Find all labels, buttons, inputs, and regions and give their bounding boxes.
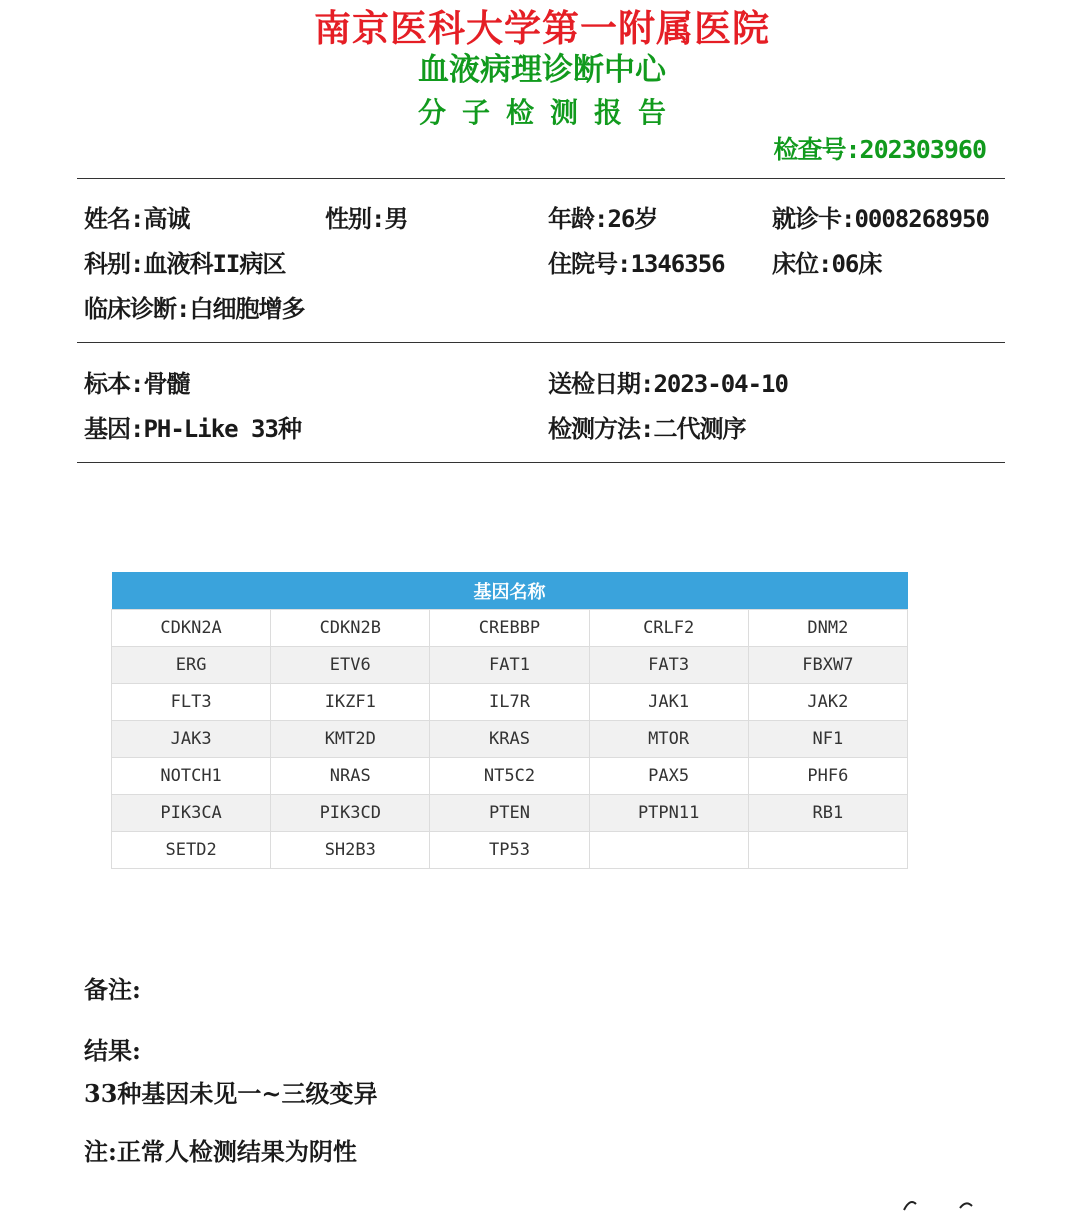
gene-cell: JAK2 bbox=[748, 684, 907, 721]
gene-cell: KRAS bbox=[430, 721, 589, 758]
patient-age: 年龄:26岁 bbox=[548, 205, 658, 233]
exam-number: 检查号:202303960 bbox=[773, 135, 986, 164]
gene-cell: TP53 bbox=[430, 832, 589, 869]
table-row bbox=[112, 721, 908, 758]
divider bbox=[77, 342, 1005, 343]
center-name: 血液病理诊断中心 bbox=[418, 52, 666, 88]
gene-cell: DNM2 bbox=[748, 610, 907, 647]
gene-cell: SETD2 bbox=[112, 832, 271, 869]
gene-table bbox=[111, 572, 908, 869]
gene-cell: ETV6 bbox=[271, 647, 430, 684]
send-date: 送检日期:2023-04-10 bbox=[548, 370, 788, 398]
gene-cell: PIK3CA bbox=[112, 795, 271, 832]
gene-cell: PTPN11 bbox=[589, 795, 748, 832]
gene-cell: PHF6 bbox=[748, 758, 907, 795]
result-text: 33种基因未见一~三级变异 bbox=[84, 1079, 378, 1108]
patient-gender: 性别:男 bbox=[325, 205, 408, 233]
signature-mark bbox=[900, 1192, 980, 1212]
gene-cell: FAT1 bbox=[430, 647, 589, 684]
gene-panel: 基因:PH-Like 33种 bbox=[84, 415, 301, 443]
table-row bbox=[112, 758, 908, 795]
gene-cell: NF1 bbox=[748, 721, 907, 758]
gene-cell: FBXW7 bbox=[748, 647, 907, 684]
footnote: 注:正常人检测结果为阴性 bbox=[84, 1137, 357, 1166]
gene-cell: PTEN bbox=[430, 795, 589, 832]
test-method: 检测方法:二代测序 bbox=[548, 415, 746, 443]
gene-cell: NT5C2 bbox=[430, 758, 589, 795]
gene-cell: PIK3CD bbox=[271, 795, 430, 832]
gene-cell: FLT3 bbox=[112, 684, 271, 721]
report-title: 分子检测报告 bbox=[417, 96, 682, 129]
patient-department: 科别:血液科II病区 bbox=[84, 250, 286, 278]
table-row bbox=[112, 647, 908, 684]
gene-cell bbox=[748, 832, 907, 869]
result-label: 结果: bbox=[84, 1036, 141, 1065]
gene-cell: IL7R bbox=[430, 684, 589, 721]
gene-cell bbox=[589, 832, 748, 869]
gene-cell: NRAS bbox=[271, 758, 430, 795]
gene-cell: JAK1 bbox=[589, 684, 748, 721]
table-row bbox=[112, 832, 908, 869]
table-row bbox=[112, 684, 908, 721]
bed-number: 床位:06床 bbox=[772, 250, 882, 278]
gene-cell: PAX5 bbox=[589, 758, 748, 795]
gene-cell: RB1 bbox=[748, 795, 907, 832]
specimen-type: 标本:骨髓 bbox=[84, 370, 190, 398]
remark-label: 备注: bbox=[84, 975, 141, 1004]
gene-table-header: 基因名称 bbox=[112, 572, 908, 610]
admission-number: 住院号:1346356 bbox=[548, 250, 725, 278]
gene-cell: MTOR bbox=[589, 721, 748, 758]
gene-cell: SH2B3 bbox=[271, 832, 430, 869]
hospital-name: 南京医科大学第一附属医院 bbox=[314, 6, 770, 50]
divider bbox=[77, 178, 1005, 179]
gene-cell: CREBBP bbox=[430, 610, 589, 647]
gene-cell: CRLF2 bbox=[589, 610, 748, 647]
gene-cell: KMT2D bbox=[271, 721, 430, 758]
divider bbox=[77, 462, 1005, 463]
table-row bbox=[112, 610, 908, 647]
gene-cell: FAT3 bbox=[589, 647, 748, 684]
clinical-diagnosis: 临床诊断:白细胞增多 bbox=[84, 295, 305, 323]
gene-cell: IKZF1 bbox=[271, 684, 430, 721]
gene-cell: JAK3 bbox=[112, 721, 271, 758]
table-row bbox=[112, 795, 908, 832]
patient-card: 就诊卡:0008268950 bbox=[772, 205, 989, 233]
gene-cell: NOTCH1 bbox=[112, 758, 271, 795]
gene-cell: ERG bbox=[112, 647, 271, 684]
gene-cell: CDKN2B bbox=[271, 610, 430, 647]
patient-name: 姓名:高诚 bbox=[84, 205, 190, 233]
gene-cell: CDKN2A bbox=[112, 610, 271, 647]
